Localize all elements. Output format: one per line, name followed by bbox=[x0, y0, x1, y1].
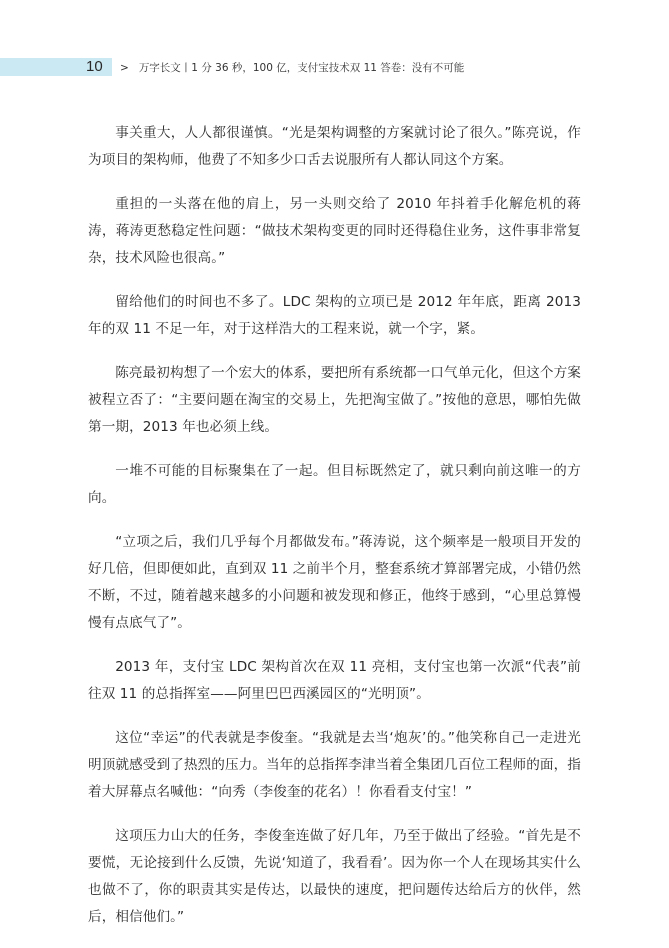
running-header bbox=[120, 60, 464, 76]
paragraph-7: 2013 年，支付宝 LDC 架构首次在双 11 亮相，支付宝也第一次派“代表”前往双 11 的总指挥室——阿里巴巴西溪园区的“光明顶”。 bbox=[88, 659, 581, 702]
paragraph-3: 留给他们的时间也不多了。LDC 架构的立项已是 2012 年年底，距离 2013 年的双 11 不足一年，对于这样浩大的工程来说，就一个字，紧。 bbox=[88, 294, 581, 337]
paragraph-6: “立项之后，我们几乎每个月都做发布。”蒋涛说，这个频率是一般项目开发的好几倍，但即便如此，直到双 11 之前半个月，整套系统才算部署完成，小错仍然不断，不过，随着越来越多的小问题和被发现和修正，他终于感到，“心里总算慢慢有点底气了”。 bbox=[88, 534, 581, 631]
paragraph-2: 重担的一头落在他的肩上，另一头则交给了 2010 年抖着手化解危机的蒋涛，蒋涛更愁稳定性问题：“做技术架构变更的同时还得稳住业务，这件事非常复杂，技术风险也很高。” bbox=[88, 196, 581, 266]
paragraph-8: 这位“幸运”的代表就是李俊奎。“我就是去当‘炮灰’的。”他笑称自己一走进光明顶就感受到了热烈的压力。当年的总指挥李津当着全集团几百位工程师的面，指着大屏幕点名喊他：“向秀（李俊奎的花名）！你看看支付宝！” bbox=[88, 730, 581, 800]
paragraph-1: 事关重大，人人都很谨慎。“光是架构调整的方案就讨论了很久。”陈亮说，作为项目的架构师，他费了不知多少口舌去说服所有人都认同这个方案。 bbox=[88, 125, 581, 168]
article-body bbox=[88, 120, 581, 948]
paragraph-9: 这项压力山大的任务，李俊奎连做了好几年，乃至于做出了经验。“首先是不要慌，无论接到什么反馈，先说‘知道了，我看看’。因为你一个人在现场其实什么也做不了，你的职责其实是传达，以最快的速度，把问题传达给后方的伙伴，然后，相信他们。” bbox=[88, 828, 581, 925]
running-header-title: 万字长文丨1 分 36 秒，100 亿，支付宝技术双 11 答卷：没有不可能 bbox=[138, 62, 465, 74]
paragraph-4: 陈亮最初构想了一个宏大的体系，要把所有系统都一口气单元化，但这个方案被程立否了：“主要问题在淘宝的交易上，先把淘宝做了。”按他的意思，哪怕先做第一期，2013 年也必须上线。 bbox=[88, 365, 581, 435]
paragraph-5: 一堆不可能的目标聚集在了一起。但目标既然定了，就只剩向前这唯一的方向。 bbox=[88, 463, 581, 506]
page-number: 10 bbox=[86, 58, 103, 75]
chevron-right-icon: > bbox=[120, 62, 129, 74]
